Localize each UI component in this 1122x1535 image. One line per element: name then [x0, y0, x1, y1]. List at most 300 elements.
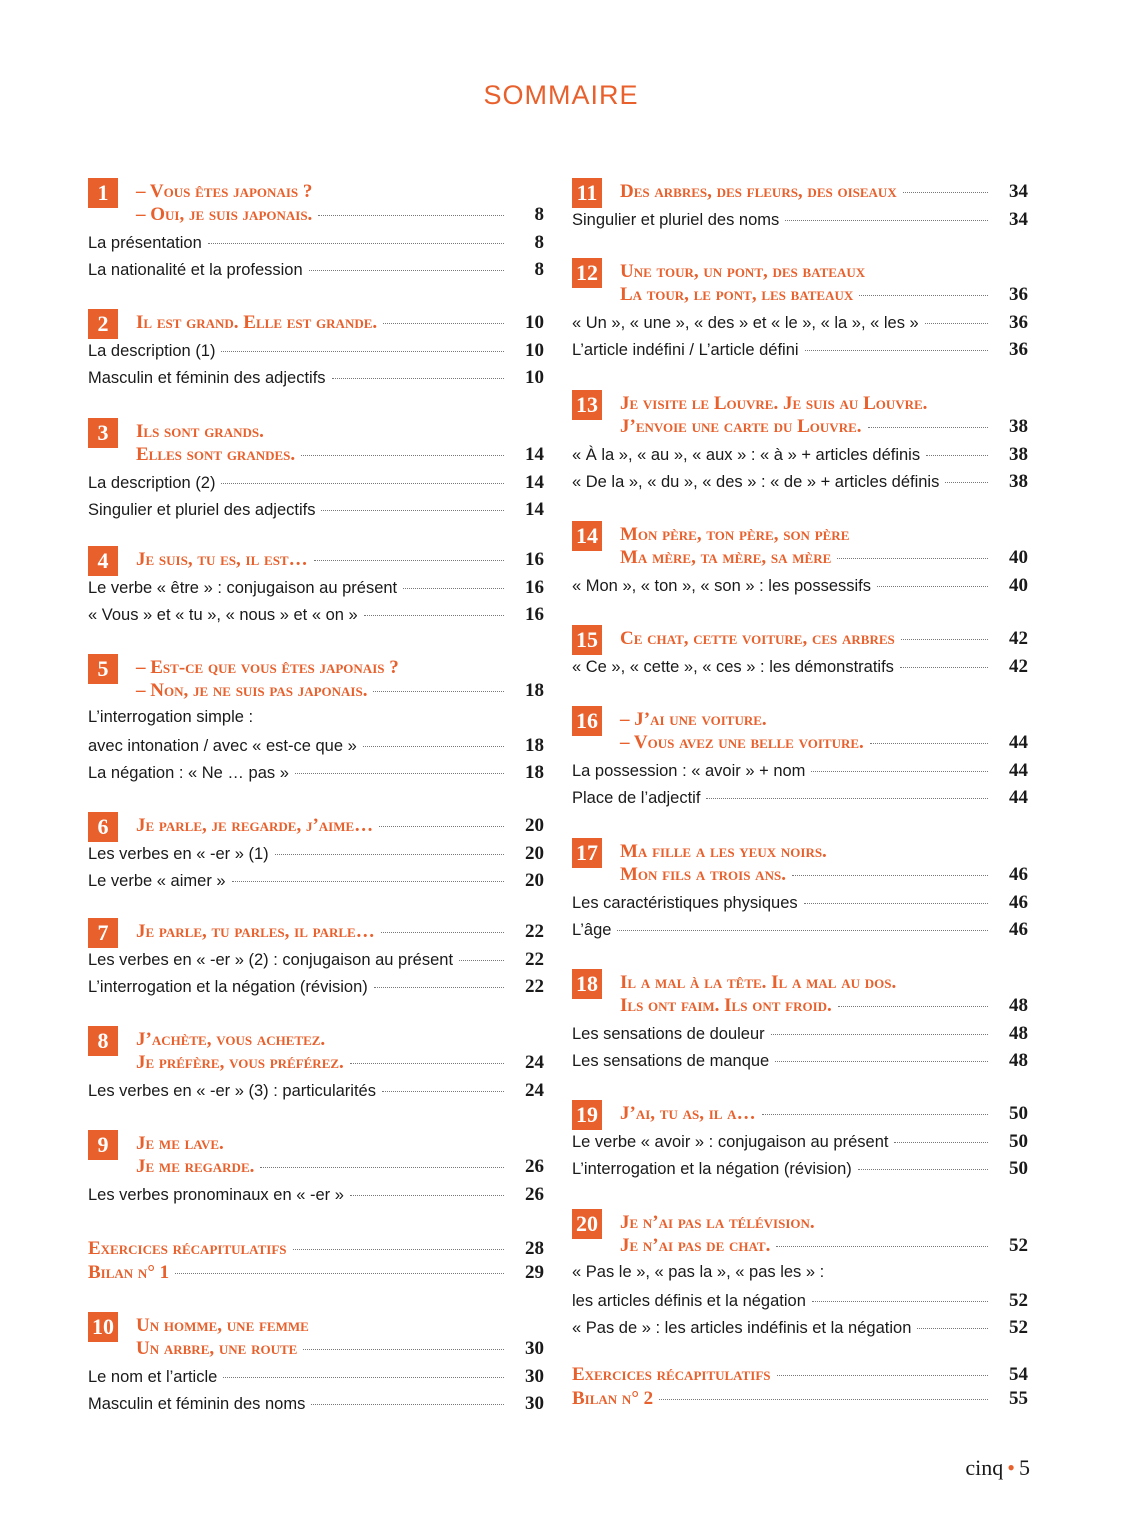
unit-title-text: Des arbres, des fleurs, des oiseaux [620, 181, 897, 202]
entry-text: « Pas de » : les articles indéfinis et la négation [572, 1319, 912, 1337]
page-ref: 10 [525, 312, 544, 333]
toc-entry [572, 760, 1028, 786]
dot-leader [812, 1301, 988, 1302]
dot-leader [379, 826, 504, 827]
entry-text: Masculin et féminin des adjectifs [88, 369, 326, 387]
page-ref: 38 [1009, 471, 1028, 492]
toc-extra-entry [572, 1364, 1028, 1387]
page-ref: 22 [525, 921, 544, 942]
page-ref: 44 [1009, 760, 1028, 781]
unit-title-line [136, 180, 544, 203]
unit-title-text: Ma fille a les yeux noirs. [620, 841, 827, 862]
toc-entry [88, 843, 544, 869]
dot-leader [617, 930, 988, 931]
unit-title-line [620, 863, 1028, 886]
page-ref: 40 [1009, 575, 1028, 596]
unit-title-text: Ce chat, cette voiture, ces arbres [620, 628, 895, 649]
unit-title [136, 1028, 544, 1074]
unit-number-badge: 10 [88, 1312, 118, 1342]
page-ref: 24 [525, 1080, 544, 1101]
dot-leader [926, 455, 988, 456]
toc-entry [572, 444, 1028, 470]
unit-title-line [136, 656, 544, 679]
dot-leader [804, 903, 988, 904]
unit-title-text: – Oui, je suis japonais. [136, 204, 313, 225]
dot-leader [762, 1114, 988, 1115]
page-ref: 14 [525, 472, 544, 493]
unit-title-line [620, 731, 1028, 754]
dot-leader [295, 773, 504, 774]
unit-title-text: Je me lave. [136, 1133, 224, 1154]
entry-text: La description (2) [88, 474, 216, 492]
dot-leader [260, 1167, 504, 1168]
dot-leader [314, 560, 504, 561]
dot-leader [811, 771, 988, 772]
entry-text: « Vous » et « tu », « nous » et « on » [88, 606, 358, 624]
unit-number-badge: 15 [572, 625, 602, 655]
toc-entry [572, 339, 1028, 365]
toc-entry [88, 762, 544, 788]
unit-title-text: – Vous êtes japonais ? [136, 181, 313, 202]
page-ref: 42 [1009, 628, 1028, 649]
toc-entry [572, 1317, 1028, 1343]
entry-text: « Ce », « cette », « ces » : les démonstratifs [572, 658, 894, 676]
dot-leader [318, 215, 504, 216]
page-ref: 38 [1009, 444, 1028, 465]
unit-title-text: Ils sont grands. [136, 421, 264, 442]
entry-text: avec intonation / avec « est-ce que » [88, 737, 357, 755]
dot-leader [901, 639, 988, 640]
toc-entry [572, 1263, 1028, 1289]
unit-title [136, 420, 544, 466]
toc-entry [88, 577, 544, 603]
toc-entry [572, 1131, 1028, 1157]
unit-title-text: Mon père, ton père, son père [620, 524, 850, 545]
toc-extra-entry [572, 1388, 1028, 1411]
toc-entry [572, 312, 1028, 338]
page-ref: 22 [525, 976, 544, 997]
page-ref: 34 [1009, 209, 1028, 230]
unit-title [136, 814, 544, 837]
page-ref: 20 [525, 843, 544, 864]
unit-title-line [620, 1102, 1028, 1125]
page-ref: 8 [534, 204, 544, 225]
dot-leader [868, 427, 989, 428]
page-ref: 36 [1009, 339, 1028, 360]
entry-text: La description (1) [88, 342, 216, 360]
unit-title-text: – Vous avez une belle voiture. [620, 732, 864, 753]
page-ref: 20 [525, 870, 544, 891]
dot-leader [776, 1246, 988, 1247]
dot-leader [293, 1249, 505, 1250]
unit-title-text: Je préfère, vous préférez. [136, 1052, 344, 1073]
toc-entry [88, 499, 544, 525]
unit-number-badge: 4 [88, 546, 118, 576]
page-ref: 50 [1009, 1131, 1028, 1152]
unit-title-line [136, 203, 544, 226]
page-footer [965, 1455, 1030, 1481]
unit-title-line [620, 1211, 1028, 1234]
dot-leader [900, 667, 988, 668]
dot-leader [383, 323, 504, 324]
unit-title-text: Un arbre, une route [136, 1338, 298, 1359]
page-ref: 8 [534, 232, 544, 253]
unit-title-text: Il a mal à la tête. Il a mal au dos. [620, 972, 897, 993]
dot-leader [859, 295, 988, 296]
toc-extra-entry [88, 1262, 544, 1285]
toc-entry [88, 1366, 544, 1392]
unit-title [620, 260, 1028, 306]
page-ref: 48 [1009, 995, 1028, 1016]
entry-text: Les verbes en « -er » (3) : particularités [88, 1082, 376, 1100]
unit-title-line [620, 260, 1028, 283]
unit-number-badge: 9 [88, 1130, 118, 1160]
entry-text: Les sensations de manque [572, 1052, 770, 1070]
page-ref: 18 [525, 735, 544, 756]
dot-leader [301, 455, 504, 456]
entry-text: Le verbe « être » : conjugaison au présent [88, 579, 398, 597]
toc-entry [88, 367, 544, 393]
unit-title-line [136, 814, 544, 837]
toc-entry [572, 471, 1028, 497]
unit-number-badge: 2 [88, 309, 118, 339]
page-ref: 10 [525, 340, 544, 361]
page-ref: 36 [1009, 312, 1028, 333]
page-ref: 42 [1009, 656, 1028, 677]
unit-title-line [136, 920, 544, 943]
page-ref: 8 [534, 259, 544, 280]
dot-leader [373, 691, 504, 692]
dot-leader [175, 1273, 504, 1274]
unit-title-text: Je visite le Louvre. Je suis au Louvre. [620, 393, 928, 414]
toc-entry [88, 1080, 544, 1106]
unit-title-line [620, 840, 1028, 863]
unit-number-badge: 3 [88, 418, 118, 448]
entry-text: « Un », « une », « des » et « le », « la », « les » [572, 314, 919, 332]
unit-title [620, 1102, 1028, 1125]
page-ref: 18 [525, 680, 544, 701]
toc-entry [88, 949, 544, 975]
page-ref: 46 [1009, 892, 1028, 913]
unit-title-text: J’achète, vous achetez. [136, 1029, 326, 1050]
unit-title-text: La tour, le pont, les bateaux [620, 284, 854, 305]
dot-leader [894, 1142, 988, 1143]
dot-leader [363, 746, 504, 747]
unit-title-line [136, 1314, 544, 1337]
dot-leader [223, 1377, 504, 1378]
dot-leader [303, 1349, 504, 1350]
unit-number-badge: 7 [88, 918, 118, 948]
unit-title-line [136, 443, 544, 466]
unit-title-text: J’ai, tu as, il a… [620, 1103, 756, 1124]
unit-title-text: Ma mère, ta mère, sa mère [620, 547, 832, 568]
unit-title [620, 1211, 1028, 1257]
unit-number-badge: 17 [572, 838, 602, 868]
page-ref: 40 [1009, 547, 1028, 568]
page-ref: 16 [525, 549, 544, 570]
unit-number-badge: 5 [88, 654, 118, 684]
unit-title [620, 180, 1028, 203]
dot-leader [221, 483, 504, 484]
entry-text: Masculin et féminin des noms [88, 1395, 306, 1413]
extra-text: Exercices récapitulatifs [88, 1238, 287, 1259]
page-number: 5 [1019, 1455, 1030, 1480]
dot-leader [805, 350, 988, 351]
unit-title-line [136, 679, 544, 702]
page-ref: 48 [1009, 1023, 1028, 1044]
entry-text: « Mon », « ton », « son » : les possessifs [572, 577, 871, 595]
page-ref: 18 [525, 762, 544, 783]
page-ref: 48 [1009, 1050, 1028, 1071]
page-ref: 36 [1009, 284, 1028, 305]
entry-text: La négation : « Ne … pas » [88, 764, 289, 782]
dot-leader [374, 987, 504, 988]
unit-title-text: Je n’ai pas la télévision. [620, 1212, 815, 1233]
unit-title-line [620, 708, 1028, 731]
unit-title-text: Je me regarde. [136, 1156, 255, 1177]
page-ref: 20 [525, 815, 544, 836]
unit-title-line [136, 1155, 544, 1178]
unit-title [136, 1132, 544, 1178]
unit-title [620, 392, 1028, 438]
dot-leader [309, 270, 504, 271]
dot-leader [275, 854, 504, 855]
entry-text: Singulier et pluriel des adjectifs [88, 501, 316, 519]
unit-title-line [620, 392, 1028, 415]
toc-entry [572, 575, 1028, 601]
page-ref: 26 [525, 1156, 544, 1177]
page-ref: 44 [1009, 787, 1028, 808]
unit-title [620, 523, 1028, 569]
unit-title-line [620, 283, 1028, 306]
page-ref: 30 [525, 1393, 544, 1414]
toc-entry [572, 1023, 1028, 1049]
unit-title-line [136, 311, 544, 334]
unit-title-text: Un homme, une femme [136, 1315, 309, 1336]
page-ref: 26 [525, 1184, 544, 1205]
unit-title-line [620, 971, 1028, 994]
entry-text: La présentation [88, 234, 202, 252]
unit-title-text: Je parle, je regarde, j’aime… [136, 815, 374, 836]
unit-title [136, 656, 544, 702]
unit-title-text: Je n’ai pas de chat. [620, 1235, 771, 1256]
unit-title [620, 971, 1028, 1017]
unit-title-text: Il est grand. Elle est grande. [136, 312, 378, 333]
toc-entry [88, 340, 544, 366]
page-ref: 28 [525, 1238, 544, 1259]
dot-leader [771, 1034, 988, 1035]
toc-entry [572, 209, 1028, 235]
unit-title-line [620, 994, 1028, 1017]
entry-text: Singulier et pluriel des noms [572, 211, 780, 229]
dot-leader [917, 1328, 988, 1329]
unit-title [136, 548, 544, 571]
entry-text: Le nom et l’article [88, 1368, 218, 1386]
page-number-word: cinq [965, 1455, 1004, 1480]
unit-title-line [136, 1051, 544, 1074]
page-ref: 52 [1009, 1235, 1028, 1256]
toc-entry [88, 870, 544, 896]
dot-leader [332, 378, 504, 379]
toc-entry [88, 708, 544, 734]
bullet-icon: • [1007, 1455, 1015, 1480]
toc-entry [88, 604, 544, 630]
dot-leader [459, 960, 504, 961]
unit-title-text: Ils ont faim. Ils ont froid. [620, 995, 832, 1016]
dot-leader [208, 243, 504, 244]
dot-leader [870, 743, 988, 744]
page-ref: 16 [525, 604, 544, 625]
page-ref: 14 [525, 444, 544, 465]
dot-leader [706, 798, 988, 799]
dot-leader [221, 351, 504, 352]
toc-entry [572, 656, 1028, 682]
unit-number-badge: 12 [572, 258, 602, 288]
toc-entry [572, 1290, 1028, 1316]
toc-entry [88, 1393, 544, 1419]
page-ref: 52 [1009, 1290, 1028, 1311]
dot-leader [925, 323, 988, 324]
dot-leader [311, 1404, 504, 1405]
unit-number-badge: 20 [572, 1209, 602, 1239]
entry-text: Le verbe « avoir » : conjugaison au présent [572, 1133, 889, 1151]
page-ref: 30 [525, 1338, 544, 1359]
dot-leader [858, 1169, 988, 1170]
page-ref: 22 [525, 949, 544, 970]
unit-title-line [136, 420, 544, 443]
dot-leader [659, 1399, 988, 1400]
unit-number-badge: 19 [572, 1100, 602, 1130]
unit-title-line [620, 180, 1028, 203]
page-ref: 50 [1009, 1158, 1028, 1179]
toc-entry [88, 232, 544, 258]
toc-entry [572, 1050, 1028, 1076]
unit-number-badge: 16 [572, 706, 602, 736]
unit-title-text: Je suis, tu es, il est… [136, 549, 308, 570]
toc-entry [88, 472, 544, 498]
unit-title-line [620, 546, 1028, 569]
unit-title-line [620, 627, 1028, 650]
toc-entry [88, 259, 544, 285]
unit-title-line [136, 1337, 544, 1360]
page-ref: 14 [525, 499, 544, 520]
unit-title-line [136, 1028, 544, 1051]
unit-title-line [620, 523, 1028, 546]
page-ref: 30 [525, 1366, 544, 1387]
dot-leader [232, 881, 504, 882]
unit-number-badge: 14 [572, 521, 602, 551]
entry-text: L’article indéfini / L’article défini [572, 341, 799, 359]
entry-text: « De la », « du », « des » : « de » + articles définis [572, 473, 940, 491]
extra-text: Bilan n° 2 [572, 1388, 654, 1409]
dot-leader [903, 192, 988, 193]
unit-title [136, 1314, 544, 1360]
unit-number-badge: 8 [88, 1026, 118, 1056]
toc-entry [572, 787, 1028, 813]
extra-text: Bilan n° 1 [88, 1262, 170, 1283]
page-ref: 54 [1009, 1364, 1028, 1385]
unit-title-text: – Non, je ne suis pas japonais. [136, 680, 368, 701]
entry-text: « À la », « au », « aux » : « à » + articles définis [572, 446, 921, 464]
page-ref: 24 [525, 1052, 544, 1073]
unit-title-text: Elles sont grandes. [136, 444, 296, 465]
dot-leader [321, 510, 504, 511]
unit-title-text: Une tour, un pont, des bateaux [620, 261, 866, 282]
toc-entry [88, 735, 544, 761]
toc-extra-entry [88, 1238, 544, 1261]
unit-title-text: – J’ai une voiture. [620, 709, 767, 730]
unit-number-badge: 6 [88, 812, 118, 842]
dot-leader [382, 1091, 504, 1092]
entry-text: Le verbe « aimer » [88, 872, 226, 890]
unit-title-line [620, 415, 1028, 438]
entry-text: La nationalité et la profession [88, 261, 303, 279]
page-ref: 34 [1009, 181, 1028, 202]
unit-number-badge: 1 [88, 178, 118, 208]
extra-text: Exercices récapitulatifs [572, 1364, 771, 1385]
unit-title-text: J’envoie une carte du Louvre. [620, 416, 862, 437]
page-ref: 29 [525, 1262, 544, 1283]
dot-leader [838, 1006, 988, 1007]
toc-entry [88, 976, 544, 1002]
entry-text: L’interrogation simple : [88, 708, 254, 726]
page-ref: 46 [1009, 919, 1028, 940]
toc-entry [572, 892, 1028, 918]
unit-title-text: Je parle, tu parles, il parle… [136, 921, 375, 942]
entry-text: L’interrogation et la négation (révision) [572, 1160, 852, 1178]
entry-text: L’interrogation et la négation (révision) [88, 978, 368, 996]
toc-entry [88, 1184, 544, 1210]
page-title: SOMMAIRE [483, 80, 639, 110]
unit-title-text: – Est-ce que vous êtes japonais ? [136, 657, 399, 678]
dot-leader [777, 1375, 989, 1376]
dot-leader [403, 588, 504, 589]
toc-entry [572, 1158, 1028, 1184]
entry-text: les articles définis et la négation [572, 1292, 806, 1310]
unit-title [136, 311, 544, 334]
page-ref: 55 [1009, 1388, 1028, 1409]
page-ref: 38 [1009, 416, 1028, 437]
unit-title [620, 708, 1028, 754]
page-ref: 46 [1009, 864, 1028, 885]
unit-number-badge: 18 [572, 969, 602, 999]
dot-leader [381, 932, 504, 933]
entry-text: Les verbes en « -er » (2) : conjugaison au présent [88, 951, 454, 969]
page-ref: 16 [525, 577, 544, 598]
unit-title-text: Mon fils a trois ans. [620, 864, 786, 885]
unit-number-badge: 13 [572, 390, 602, 420]
unit-title [620, 840, 1028, 886]
unit-title-line [136, 1132, 544, 1155]
unit-title [620, 627, 1028, 650]
entry-text: Les verbes pronominaux en « -er » [88, 1186, 344, 1204]
page-ref: 50 [1009, 1103, 1028, 1124]
unit-title [136, 920, 544, 943]
page-ref: 44 [1009, 732, 1028, 753]
dot-leader [350, 1063, 504, 1064]
dot-leader [877, 586, 988, 587]
entry-text: Place de l’adjectif [572, 789, 701, 807]
dot-leader [364, 615, 504, 616]
page-ref: 52 [1009, 1317, 1028, 1338]
entry-text: « Pas le », « pas la », « pas les » : [572, 1263, 825, 1281]
entry-text: La possession : « avoir » + nom [572, 762, 806, 780]
toc-entry [572, 919, 1028, 945]
dot-leader [945, 482, 988, 483]
entry-text: L’âge [572, 921, 612, 939]
dot-leader [837, 558, 988, 559]
unit-number-badge: 11 [572, 178, 602, 208]
